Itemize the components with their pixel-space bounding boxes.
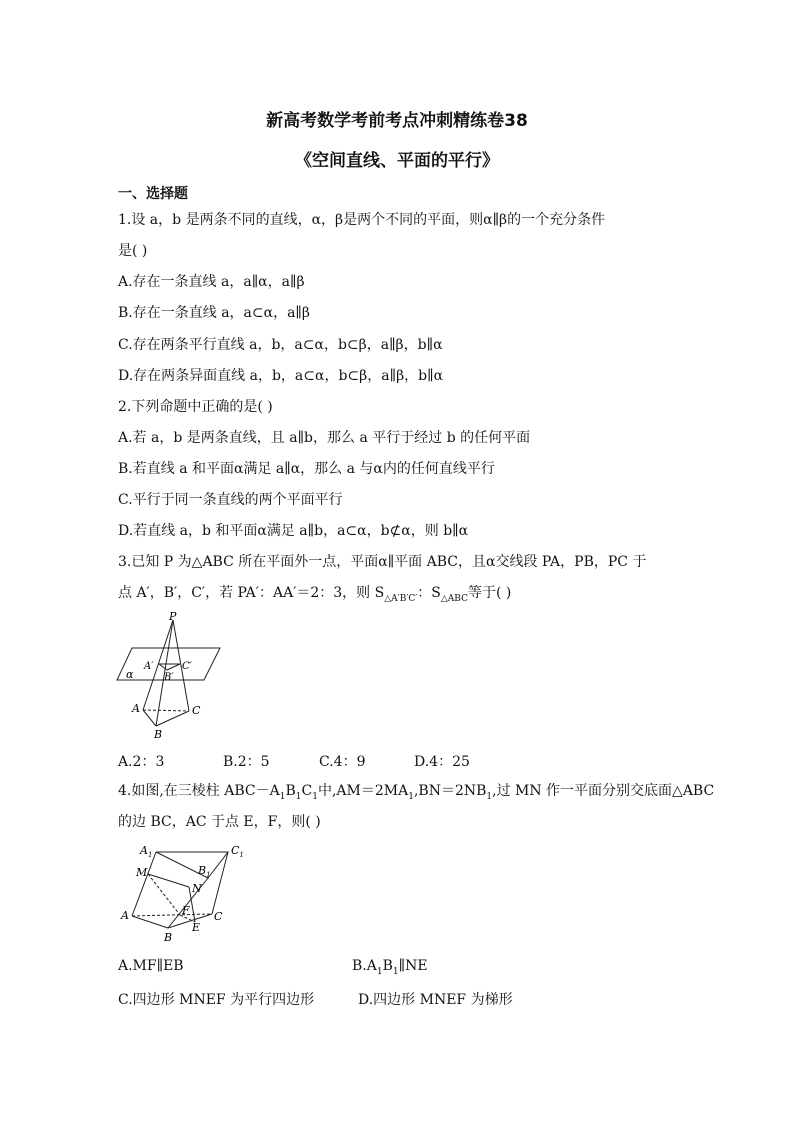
page-title: 新高考数学考前考点冲刺精练卷38 xyxy=(266,111,528,131)
q4-stem-text: C xyxy=(301,783,313,799)
q4-option-c: C.四边形 MNEF 为平行四边形 xyxy=(118,992,315,1008)
q1-option-a: A.存在一条直线 a，a∥α，a∥β xyxy=(118,274,305,290)
q4-option-b-text: B.A xyxy=(352,958,377,974)
q4-stem-text: ,过 MN 作一平面分别交底面△ABC xyxy=(492,783,715,799)
q4-stem-line2: 的边 BC，AC 于点 E，F，则( ) xyxy=(118,814,321,830)
q2-option-b: B.若直线 a 和平面α满足 a∥α，那么 a 与α内的任何直线平行 xyxy=(118,461,495,477)
q4-stem-text: 4.如图,在三棱柱 ABC－A xyxy=(118,783,280,799)
label-alpha: α xyxy=(126,668,134,681)
label-b: B xyxy=(154,728,163,740)
q4-subscript: 1 xyxy=(408,791,414,802)
label-m: M xyxy=(136,866,148,879)
q3-figure xyxy=(116,612,224,740)
label-b: B xyxy=(164,931,173,944)
q4-subscript: 1 xyxy=(312,791,318,802)
q3-option-a: A.2：3 xyxy=(118,754,165,770)
q4-option-b-sub: 1 xyxy=(392,966,399,977)
section-heading: 一、选择题 xyxy=(118,186,188,202)
q4-stem-text: 中,AM＝2MA xyxy=(317,783,409,799)
q3-subscript-1: △A′B′C′ xyxy=(384,593,418,604)
q4-option-b-text: ∥NE xyxy=(398,958,428,974)
label-a: A xyxy=(132,702,140,715)
q4-subscript: 1 xyxy=(486,791,493,802)
label-a1: $A_1$ xyxy=(140,844,153,859)
label-p: P xyxy=(169,612,177,623)
q4-stem-line1 xyxy=(118,782,714,806)
q3-stem-line1: 3.已知 P 为△ABC 所在平面外一点，平面α∥平面 ABC，且α交线段 PA，PB，PC 于 xyxy=(118,554,647,570)
q3-option-c: C.4：9 xyxy=(319,754,366,770)
q2-option-d: D.若直线 a，b 和平面α满足 a∥b，a⊂α，b⊄α，则 b∥α xyxy=(118,523,469,539)
label-c1: $C_1$ xyxy=(231,844,244,859)
label-a: A xyxy=(121,909,129,922)
label-c: C xyxy=(214,910,223,923)
q3-option-b: B.2：5 xyxy=(223,754,270,770)
label-a-prime: A′ xyxy=(144,661,154,672)
q3-subscript-2: △ABC xyxy=(440,593,468,604)
q1-option-c: C.存在两条平行直线 a，b，a⊂α，b⊂β，a∥β，b∥α xyxy=(118,337,443,353)
q2-stem: 2.下列命题中正确的是( ) xyxy=(118,399,273,415)
q3-stem-text: 点 A′，B′，C′，若 PA′：AA′＝2：3，则 S xyxy=(118,585,385,601)
q3-stem-line2 xyxy=(118,584,511,608)
q2-option-c: C.平行于同一条直线的两个平面平行 xyxy=(118,492,343,508)
q1-stem-line1: 1.设 a，b 是两条不同的直线，α，β是两个不同的平面，则α∥β的一个充分条件 xyxy=(118,212,606,228)
page-subtitle: 《空间直线、平面的平行》 xyxy=(295,151,499,171)
q4-option-b xyxy=(352,958,428,977)
label-f: F xyxy=(182,904,190,917)
label-b-prime: B′ xyxy=(164,672,174,683)
q4-stem-text: ,BN＝2NB xyxy=(413,783,487,799)
q3-option-d: D.4：25 xyxy=(414,754,470,770)
q4-subscript: 1 xyxy=(295,791,302,802)
label-c-prime: C′ xyxy=(182,661,192,672)
q1-stem-line2: 是( ) xyxy=(118,243,148,259)
q4-option-b-text: B xyxy=(382,958,393,974)
q3-stem-mid: ：S xyxy=(417,585,441,601)
q4-stem-text: B xyxy=(285,783,296,799)
label-e: E xyxy=(192,921,201,934)
label-c: C xyxy=(192,704,201,717)
q3-stem-end: 等于( ) xyxy=(467,585,512,601)
top-face xyxy=(156,852,228,878)
label-b1: $B_1$ xyxy=(198,864,211,879)
q4-option-d: D.四边形 MNEF 为梯形 xyxy=(358,992,513,1008)
q4-option-a: A.MF∥EB xyxy=(118,958,184,974)
q4-figure xyxy=(116,840,252,948)
q2-option-a: A.若 a，b 是两条直线，且 a∥b，那么 a 平行于经过 b 的任何平面 xyxy=(118,430,531,446)
q4-option-b-sub: 1 xyxy=(376,966,383,977)
label-n: N xyxy=(192,882,202,895)
q1-option-d: D.存在两条异面直线 a，b，a⊂α，b⊂β，a∥β，b∥α xyxy=(118,368,444,384)
q1-option-b: B.存在一条直线 a，a⊂α，a∥β xyxy=(118,305,310,321)
q4-subscript: 1 xyxy=(279,791,286,802)
